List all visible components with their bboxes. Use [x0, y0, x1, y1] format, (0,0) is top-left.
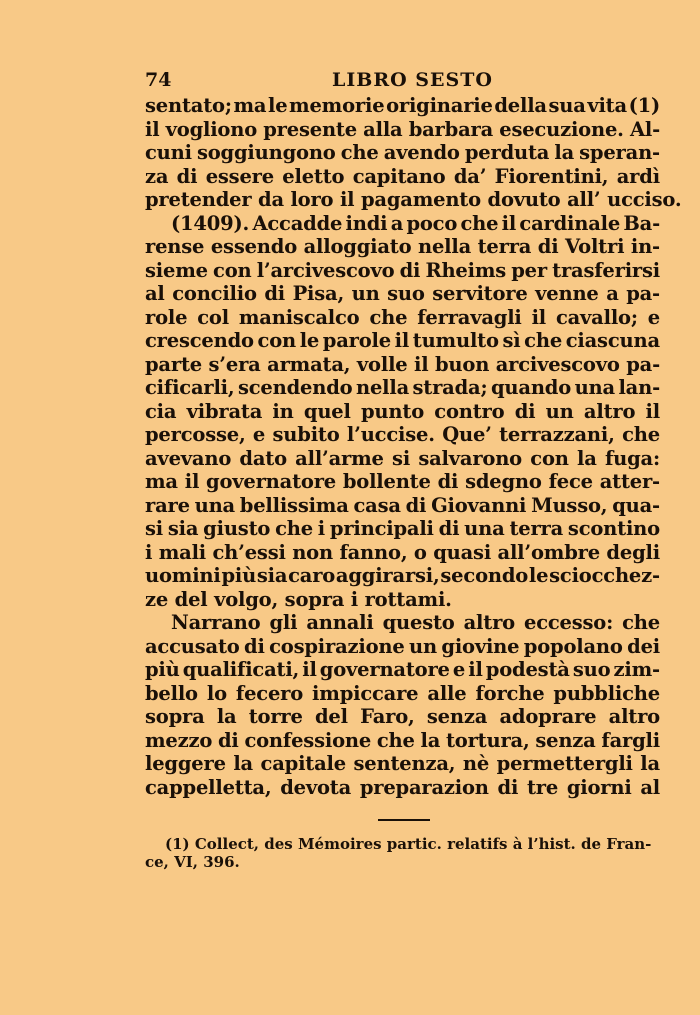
- word: di: [399, 258, 421, 282]
- word: bellissima: [239, 493, 349, 517]
- word: suo: [387, 282, 425, 305]
- word: il: [414, 352, 429, 376]
- word: senza: [535, 728, 596, 752]
- word: scontino: [567, 517, 660, 540]
- page-number: 74: [145, 69, 172, 91]
- word: crescendo: [145, 329, 254, 352]
- word: un: [351, 282, 380, 305]
- word: all’arme: [295, 446, 384, 470]
- word: del: [315, 705, 348, 728]
- text-line: [145, 658, 660, 682]
- word: contro: [434, 399, 505, 423]
- word: il: [184, 470, 200, 493]
- text-line: [145, 541, 660, 565]
- word: Al-: [629, 117, 660, 141]
- word: in-: [630, 235, 660, 258]
- word: punto: [361, 399, 425, 423]
- word: sentenza,: [353, 752, 456, 775]
- word: sì: [502, 329, 521, 352]
- word: di: [405, 493, 427, 517]
- word: preparazion: [359, 775, 489, 799]
- text-line: [145, 282, 660, 306]
- word: un: [545, 399, 574, 423]
- word: fanno,: [339, 540, 408, 564]
- word: altro: [608, 705, 660, 728]
- word: caro: [288, 564, 336, 587]
- word: impiccare: [312, 681, 419, 705]
- text-line: [145, 447, 660, 471]
- word: altro: [463, 611, 515, 634]
- word: buon: [435, 352, 490, 376]
- word: armata,: [267, 352, 351, 376]
- word: e: [647, 305, 660, 329]
- word: servitore: [432, 282, 528, 305]
- word: annali: [306, 611, 374, 634]
- word: eletto: [282, 164, 345, 188]
- word: in: [272, 399, 294, 423]
- text-line: [145, 494, 660, 518]
- word: una: [194, 493, 235, 517]
- word: cuni: [145, 141, 192, 164]
- text-line: ze del volgo, sopra i rottami.: [145, 587, 452, 611]
- word: giusto: [203, 517, 271, 540]
- word: fargli: [601, 728, 660, 752]
- text-line: [145, 776, 660, 800]
- word: gli: [269, 611, 298, 634]
- word: soggiungono: [196, 141, 336, 164]
- word: lo: [206, 681, 227, 705]
- word: uomini: [145, 564, 221, 587]
- word: si: [392, 446, 411, 470]
- word: cificarli,: [145, 376, 235, 399]
- word: subito: [272, 423, 340, 446]
- word: al: [640, 775, 660, 799]
- word: maniscalco: [238, 305, 360, 329]
- word: (1): [628, 94, 660, 117]
- word: avevano: [145, 446, 232, 470]
- word: che: [524, 329, 563, 352]
- text-line: [145, 118, 660, 142]
- word: la: [420, 728, 441, 752]
- book-page: [145, 66, 682, 986]
- body-text: [145, 94, 682, 799]
- word: di: [514, 399, 536, 423]
- word: (1409).: [171, 211, 250, 235]
- word: pa-: [626, 282, 660, 305]
- word: rare: [145, 493, 190, 517]
- word: ciascuna: [565, 329, 660, 352]
- word: pa-: [626, 352, 660, 376]
- word: che: [376, 728, 415, 752]
- word: torre: [248, 705, 303, 728]
- word: più: [145, 658, 180, 681]
- word: con: [213, 258, 252, 282]
- word: sua: [548, 94, 586, 117]
- word: fecero: [235, 681, 304, 705]
- word: questo: [382, 611, 455, 634]
- word: si: [145, 517, 163, 540]
- word: dato: [239, 446, 287, 470]
- word: la: [554, 141, 575, 164]
- word: vibrata: [186, 399, 263, 423]
- word: cardinale: [519, 211, 621, 235]
- word: quel: [303, 399, 351, 423]
- word: eccesso:: [523, 611, 614, 634]
- word: sopra: [145, 705, 205, 728]
- text-line: [145, 400, 660, 424]
- word: sia: [167, 517, 199, 540]
- word: l’uccise.: [346, 423, 435, 446]
- word: Pisa,: [292, 282, 345, 305]
- word: Voltri: [565, 235, 625, 258]
- word: Musso,: [531, 493, 608, 517]
- word: principali: [329, 517, 434, 540]
- word: governatore: [319, 658, 450, 681]
- word: che: [622, 423, 660, 446]
- word: la: [577, 446, 597, 470]
- word: sdegno: [465, 470, 542, 493]
- text-line: [145, 682, 660, 706]
- word: cavallo;: [555, 305, 638, 329]
- word: leggere: [145, 752, 226, 775]
- word: arcivescovo: [495, 352, 620, 376]
- text-line: pretender da loro il pagamento dovuto all’ ucciso.: [145, 188, 682, 211]
- word: capitale: [260, 752, 346, 775]
- word: Que’: [442, 423, 492, 446]
- text-line: [145, 353, 660, 377]
- word: Accadde: [252, 211, 343, 235]
- text-line: [145, 423, 660, 447]
- word: giovine: [441, 634, 520, 658]
- word: sentato;: [145, 94, 232, 117]
- word: il: [394, 329, 410, 352]
- word: Giovanni: [431, 493, 527, 517]
- text-line: [145, 564, 660, 588]
- word: le: [528, 564, 549, 587]
- word: percosse,: [145, 423, 246, 446]
- word: l’arcivescovo: [256, 258, 395, 282]
- word: una: [464, 517, 505, 540]
- word: rense: [145, 235, 205, 258]
- word: col: [197, 305, 229, 329]
- word: altro: [583, 399, 636, 423]
- word: da’: [453, 164, 487, 188]
- running-head: [145, 66, 660, 94]
- word: sieme: [145, 258, 208, 282]
- word: nella: [417, 235, 472, 258]
- word: podestà: [485, 658, 570, 681]
- word: di: [437, 470, 459, 493]
- word: concilio: [172, 282, 257, 305]
- word: cappelletta,: [145, 775, 272, 799]
- word: adoprare: [499, 705, 597, 728]
- word: salvarono: [418, 446, 522, 470]
- word: e: [452, 658, 466, 681]
- word: vogliono: [165, 117, 258, 141]
- word: esecuzione.: [499, 117, 624, 141]
- word: speran-: [579, 141, 660, 164]
- word: non: [292, 540, 333, 564]
- text-line: [145, 729, 660, 753]
- word: trasferirsi: [552, 258, 660, 282]
- word: ch’essi: [212, 540, 286, 564]
- word: che: [275, 517, 313, 540]
- word: za: [145, 164, 169, 188]
- word: di: [537, 235, 559, 258]
- word: ma: [145, 470, 178, 493]
- text-line: [145, 141, 660, 165]
- word: Faro,: [360, 705, 415, 728]
- word: cospirazione: [269, 634, 405, 658]
- word: governatore: [206, 470, 336, 493]
- word: volle: [356, 352, 408, 376]
- word: quando: [490, 376, 572, 399]
- word: originarie: [386, 94, 493, 117]
- word: e: [252, 423, 266, 446]
- word: indi: [345, 211, 388, 235]
- word: che: [460, 211, 499, 235]
- word: più: [221, 564, 257, 587]
- text-line: [145, 235, 660, 259]
- text-line: [145, 635, 660, 659]
- word: role: [145, 305, 188, 329]
- word: il: [501, 211, 517, 235]
- word: giorni: [566, 775, 632, 799]
- text-line: [145, 705, 660, 729]
- word: con: [257, 329, 296, 352]
- word: s’era: [208, 352, 261, 376]
- footnote: [145, 835, 660, 871]
- word: alloggiato: [303, 235, 412, 258]
- word: la: [216, 705, 237, 728]
- word: di: [438, 517, 460, 540]
- word: barbara: [408, 117, 494, 141]
- word: la: [640, 752, 660, 775]
- word: suo: [572, 658, 611, 681]
- word: il: [468, 658, 483, 681]
- word: di: [218, 728, 239, 752]
- text-line: [145, 94, 660, 118]
- word: sia: [256, 564, 288, 587]
- footnote-rule: [378, 819, 430, 821]
- word: confessione: [244, 728, 372, 752]
- text-line: [145, 517, 660, 541]
- word: parole: [322, 329, 391, 352]
- word: il: [531, 305, 546, 329]
- word: al: [145, 282, 165, 305]
- word: ma: [233, 94, 267, 117]
- word: memorie: [289, 94, 385, 117]
- word: accusato: [145, 634, 240, 658]
- word: Ba-: [623, 211, 660, 235]
- text-line: [145, 470, 660, 494]
- word: a: [390, 211, 404, 235]
- word: strada;: [412, 376, 488, 399]
- word: degli: [606, 540, 660, 564]
- running-title: LIBRO SESTO: [332, 69, 493, 91]
- word: una: [574, 376, 615, 399]
- footnote-line: (1) Collect, des Mémoires partic. relatifs à l’hist. de Fran-: [165, 835, 652, 853]
- word: bollente: [342, 470, 431, 493]
- word: essendo: [210, 235, 298, 258]
- word: nella: [355, 376, 410, 399]
- word: zim-: [613, 658, 660, 681]
- word: i: [317, 517, 326, 540]
- word: della: [494, 94, 547, 117]
- word: terrazzani,: [499, 423, 615, 446]
- word: vita: [587, 94, 627, 117]
- word: essere: [205, 164, 274, 188]
- word: fuga:: [604, 446, 660, 470]
- word: a: [606, 282, 619, 305]
- word: tortura,: [445, 728, 530, 752]
- word: alla: [363, 117, 403, 141]
- word: di: [176, 164, 198, 188]
- word: Narrano: [171, 611, 261, 634]
- word: alle: [427, 681, 467, 705]
- word: il: [645, 399, 660, 423]
- word: Fiorentini,: [494, 164, 609, 188]
- paragraph-start-line: [145, 212, 660, 236]
- word: che: [622, 611, 660, 634]
- paragraph-start-line: [145, 611, 660, 635]
- text-line: [145, 259, 660, 283]
- word: all’ombre: [497, 540, 600, 564]
- word: lan-: [618, 376, 660, 399]
- word: parte: [145, 352, 202, 376]
- word: le: [267, 94, 288, 117]
- footnote-line: ce, VI, 396.: [145, 853, 240, 871]
- word: devota: [280, 775, 352, 799]
- word: sciocchez-: [549, 564, 660, 587]
- word: tre: [526, 775, 559, 799]
- word: terra: [509, 517, 564, 540]
- word: che: [340, 141, 379, 164]
- word: nè: [462, 752, 490, 775]
- word: dei: [627, 634, 660, 658]
- word: popolano: [523, 634, 623, 658]
- word: fece: [548, 470, 593, 493]
- word: quasi: [433, 540, 492, 564]
- word: un: [409, 634, 437, 658]
- word: le: [299, 329, 320, 352]
- word: con: [530, 446, 569, 470]
- word: qualificati,: [182, 658, 300, 681]
- word: o: [413, 540, 427, 564]
- word: presente: [263, 117, 357, 141]
- word: atter-: [599, 470, 660, 493]
- word: secondo: [440, 564, 529, 587]
- word: mali: [158, 540, 206, 564]
- word: scendendo: [237, 376, 353, 399]
- word: di: [244, 634, 265, 658]
- word: per: [511, 258, 547, 282]
- word: bello: [145, 681, 198, 705]
- word: la: [233, 752, 253, 775]
- word: tumulto: [412, 329, 499, 352]
- word: avendo: [383, 141, 460, 164]
- text-line: [145, 752, 660, 776]
- word: ferravagli: [417, 305, 522, 329]
- word: senza: [426, 705, 488, 728]
- text-line: [145, 306, 660, 330]
- word: forche: [475, 681, 545, 705]
- word: di: [497, 775, 519, 799]
- word: aggirarsi,: [335, 564, 440, 587]
- word: poco: [406, 211, 458, 235]
- word: pubbliche: [553, 681, 660, 705]
- word: il: [145, 117, 160, 141]
- word: qua-: [612, 493, 660, 517]
- word: i: [145, 540, 153, 564]
- word: Rheims: [425, 258, 507, 282]
- word: capitano: [352, 164, 446, 188]
- word: di: [264, 282, 285, 305]
- word: il: [302, 658, 317, 681]
- text-line: [145, 165, 660, 189]
- word: cia: [145, 399, 177, 423]
- word: perduta: [464, 141, 550, 164]
- word: terra: [477, 235, 532, 258]
- word: mezzo: [145, 728, 213, 752]
- text-line: [145, 329, 660, 353]
- word: venne: [535, 282, 599, 305]
- word: ardì: [616, 164, 660, 188]
- word: casa: [353, 493, 401, 517]
- word: permettergli: [496, 752, 633, 775]
- text-line: [145, 376, 660, 400]
- word: che: [369, 305, 408, 329]
